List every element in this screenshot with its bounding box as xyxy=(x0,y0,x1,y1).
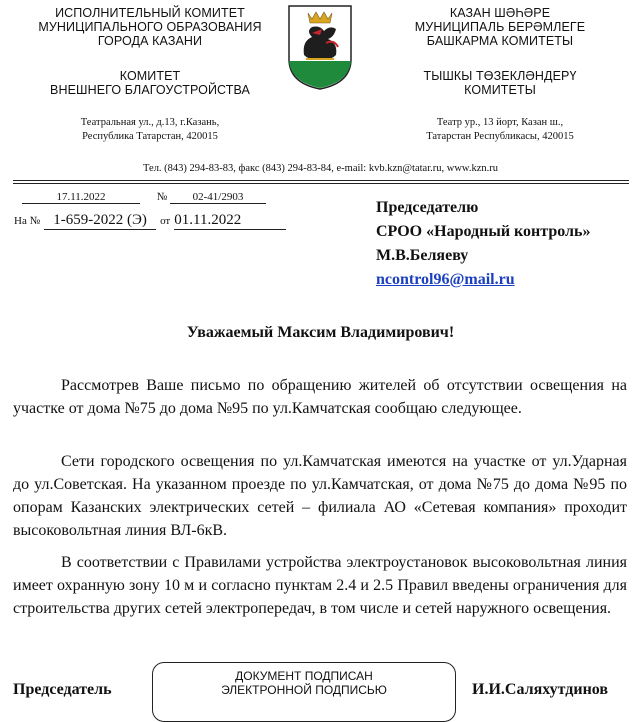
header-divider-thin xyxy=(13,183,629,184)
right-address xyxy=(380,116,620,144)
recipient-email-link[interactable]: ncontrol96@mail.ru xyxy=(376,271,515,288)
recipient-org: СРОО «Народный контроль» xyxy=(376,223,591,240)
recipient-name: М.В.Беляеву xyxy=(376,247,469,264)
right-header-line-2: МУНИЦИПАЛЬ БЕРӘМЛЕГЕ xyxy=(414,20,586,34)
header-divider xyxy=(13,180,629,181)
left-committee-line-2: ВНЕШНЕГО БЛАГОУСТРОЙСТВА xyxy=(50,83,250,97)
outgoing-number-label: № xyxy=(156,191,168,203)
right-committee-line-2: КОМИТЕТЫ xyxy=(464,83,536,97)
outgoing-registration xyxy=(22,191,292,204)
outgoing-number: 02-41/2903 xyxy=(170,191,266,204)
right-header-line-1: КАЗАН ШӘҺӘРЕ xyxy=(449,6,551,20)
recipient-block xyxy=(376,196,636,292)
right-header-line-3: БАШКАРМА КОМИТЕТЫ xyxy=(426,34,574,48)
left-committee-line-1: КОМИТЕТ xyxy=(119,69,181,83)
incoming-reference xyxy=(14,211,304,230)
stamp-line-1: ДОКУМЕНТ ПОДПИСАН xyxy=(235,669,373,683)
incoming-prefix: На № xyxy=(14,215,41,227)
incoming-date: 01.11.2022 xyxy=(174,212,286,230)
left-committee xyxy=(20,69,280,97)
right-address-line-2: Татарстан Республикасы, 420015 xyxy=(426,131,574,142)
contact-line: Тел. (843) 294-83-83, факс (843) 294-83-84, e-mail: kvb.kzn@tatar.ru, www.kzn.ru xyxy=(143,163,498,174)
incoming-from-label: от xyxy=(160,215,171,227)
left-header xyxy=(20,6,280,48)
stamp-line-2: ЭЛЕКТРОННОЙ ПОДПИСЬЮ xyxy=(221,683,387,697)
signature-name: И.И.Саляхутдинов xyxy=(472,681,609,698)
outgoing-date: 17.11.2022 xyxy=(22,191,140,204)
left-address xyxy=(20,116,280,144)
left-header-line-1: ИСПОЛНИТЕЛЬНЫЙ КОМИТЕТ xyxy=(55,6,245,20)
left-header-line-2: МУНИЦИПАЛЬНОГО ОБРАЗОВАНИЯ xyxy=(38,20,262,34)
left-header-line-3: ГОРОДА КАЗАНИ xyxy=(97,34,203,48)
right-committee-line-1: ТЫШКЫ ТӨЗЕКЛӘНДЕРҮ xyxy=(423,69,577,83)
incoming-number: 1-659-2022 (Э) xyxy=(44,212,156,230)
signature-position: Председатель xyxy=(13,681,112,698)
emblem-icon xyxy=(286,3,354,91)
greeting: Уважаемый Максим Владимирович! xyxy=(186,324,455,341)
body-paragraph-3: В соответствии с Правилами устройства электроустановок высоковольтная линия имеет охранную зону 10 м и согласно пунктам 2.4 и 2.5 Правил введены ограничения для строительства других сетей электропередач, в том числе и сетей наружного освещения. xyxy=(13,554,627,617)
body-paragraph-1: Рассмотрев Ваше письмо по обращению жителей об отсутствии освещения на участке от дома №75 до дома №95 по ул.Камчатская сообщаю следующее. xyxy=(13,377,627,417)
right-header xyxy=(380,6,620,48)
right-address-line-1: Театр ур., 13 йорт, Казан ш., xyxy=(436,117,564,128)
recipient-title: Председателю xyxy=(376,199,479,216)
body-paragraph-2: Сети городского освещения по ул.Камчатская имеются на участке от ул.Ударная до ул.Советская. На указанном проезде по ул.Камчатская, от дома №75 до дома №95 по опорам Казанских электрических сетей – филиала АО «Сетевая компания» проходит высоковольтная линия ВЛ-6кВ. xyxy=(13,453,627,539)
electronic-signature-stamp xyxy=(152,662,456,722)
left-address-line-2: Республика Татарстан, 420015 xyxy=(82,131,218,142)
kazan-emblem xyxy=(286,3,354,91)
left-address-line-1: Театральная ул., д.13, г.Казань, xyxy=(80,117,220,128)
right-committee xyxy=(380,69,620,97)
